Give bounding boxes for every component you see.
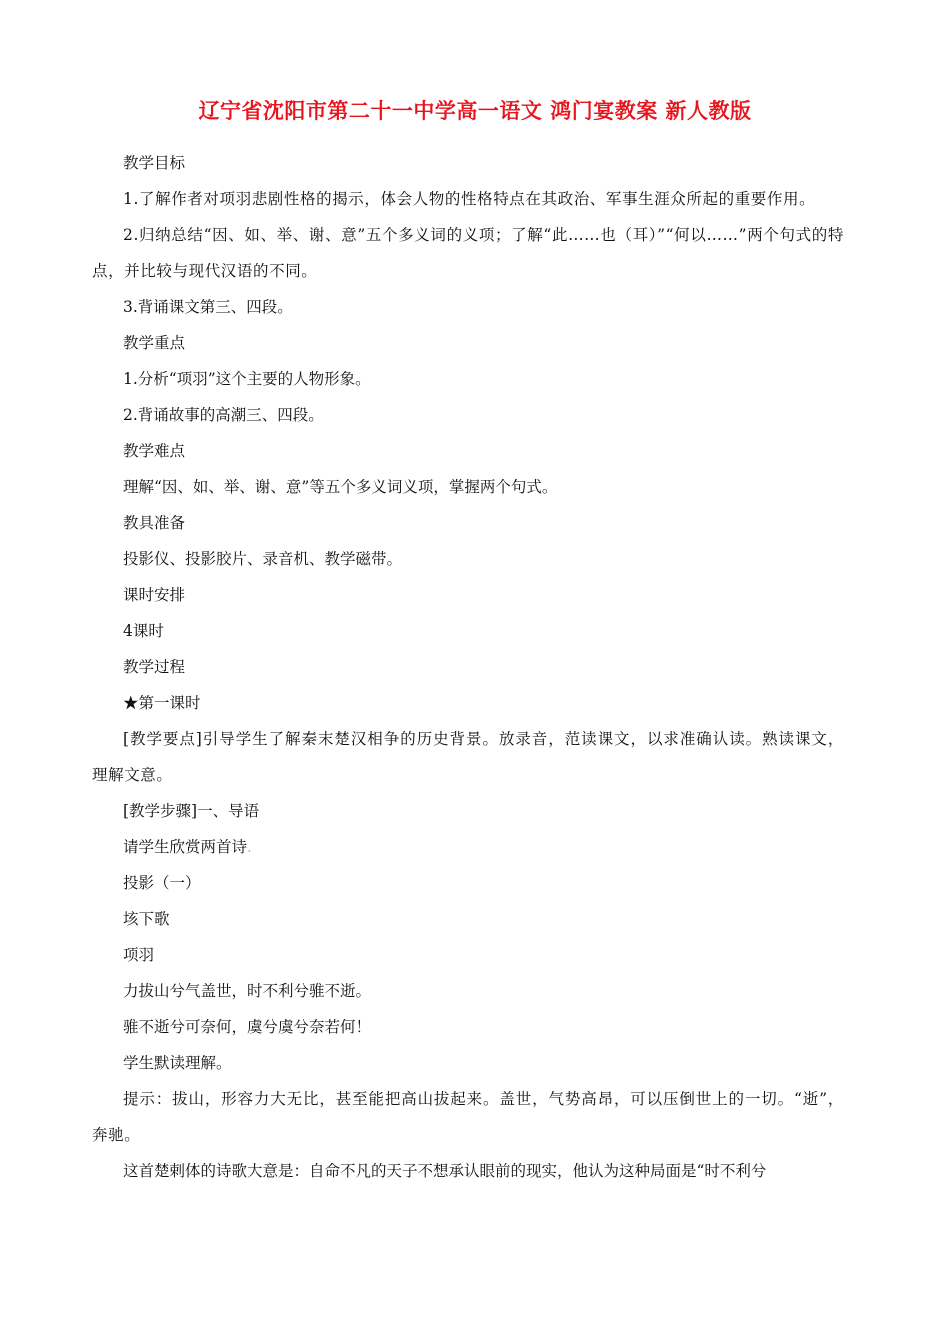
paragraph-text: 教学重点 — [123, 334, 186, 352]
paragraph-text: 教具准备 — [123, 514, 186, 532]
paragraph-text: 2.归纳总结“因、如、举、谢、意”五个多义词的义项；了解“此……也（耳）”“何以……”两个句式的特点，并比较与现代汉语的不同。 — [92, 226, 844, 280]
paragraph — [92, 433, 844, 469]
paragraph — [92, 1153, 844, 1189]
paragraph-text: 投影（一） — [123, 874, 201, 892]
paragraph — [92, 577, 844, 613]
paragraph-text: 1.分析“项羽”这个主要的人物形象。 — [123, 370, 371, 388]
paragraph — [92, 793, 844, 829]
paragraph-text: 力拔山兮气盖世，时不利兮骓不逝。 — [123, 982, 372, 1000]
paragraph-text: ★第一课时 — [123, 694, 201, 712]
paragraph — [92, 505, 844, 541]
paragraph-text: 4课时 — [123, 622, 164, 640]
paragraph-text: 学生默读理解。 — [123, 1054, 232, 1072]
paragraph — [92, 1009, 844, 1045]
paragraph-text: [教学步骤]一、导语 — [123, 802, 260, 820]
document-body — [92, 145, 844, 1189]
paragraph — [92, 1081, 844, 1153]
paragraph — [92, 865, 844, 901]
paragraph-text: 教学难点 — [123, 442, 186, 460]
paragraph — [92, 937, 844, 973]
paragraph-text: 投影仪、投影胶片、录音机、教学磁带。 — [123, 550, 403, 568]
punctuation-mark: . — [247, 838, 252, 856]
paragraph — [92, 973, 844, 1009]
paragraph — [92, 685, 844, 721]
paragraph — [92, 217, 844, 289]
paragraph-text: 提示：拔山，形容力大无比，甚至能把高山拔起来。盖世，气势高昂，可以压倒世上的一切。“逝”，奔驰。 — [92, 1090, 844, 1144]
paragraph — [92, 649, 844, 685]
paragraph — [92, 1045, 844, 1081]
paragraph — [92, 397, 844, 433]
paragraph-text: 垓下歌 — [123, 910, 170, 928]
paragraph-text: 请学生欣赏两首诗 — [123, 838, 248, 856]
paragraph — [92, 721, 844, 793]
paragraph — [92, 145, 844, 181]
paragraph — [92, 361, 844, 397]
document-title: 辽宁省沈阳市第二十一中学高一语文 鸿门宴教案 新人教版 — [198, 99, 752, 123]
paragraph-text: [教学要点]引导学生了解秦末楚汉相争的历史背景。放录音，范读课文，以求准确认读。熟读课文，理解文意。 — [92, 730, 844, 784]
paragraph-text: 2.背诵故事的高潮三、四段。 — [123, 406, 324, 424]
paragraph-text: 教学目标 — [123, 154, 186, 172]
paragraph — [92, 901, 844, 937]
paragraph — [92, 541, 844, 577]
paragraph — [92, 325, 844, 361]
paragraph-text: 1.了解作者对项羽悲剧性格的揭示，体会人物的性格特点在其政治、军事生涯众所起的重要作用。 — [123, 190, 816, 208]
paragraph-text: 骓不逝兮可奈何，虞兮虞兮奈若何！ — [123, 1018, 372, 1036]
paragraph — [92, 469, 844, 505]
paragraph — [92, 181, 844, 217]
paragraph-text: 理解“因、如、举、谢、意”等五个多义词义项，掌握两个句式。 — [123, 478, 558, 496]
paragraph-text: 这首楚剌体的诗歌大意是：自命不凡的天子不想承认眼前的现实，他认为这种局面是“时不利兮 — [123, 1162, 767, 1180]
paragraph-text: 教学过程 — [123, 658, 186, 676]
paragraph-text: 课时安排 — [123, 586, 186, 604]
paragraph — [92, 829, 844, 865]
paragraph — [92, 289, 844, 325]
paragraph-text: 项羽 — [123, 946, 155, 964]
paragraph — [92, 613, 844, 649]
paragraph-text: 3.背诵课文第三、四段。 — [123, 298, 293, 316]
